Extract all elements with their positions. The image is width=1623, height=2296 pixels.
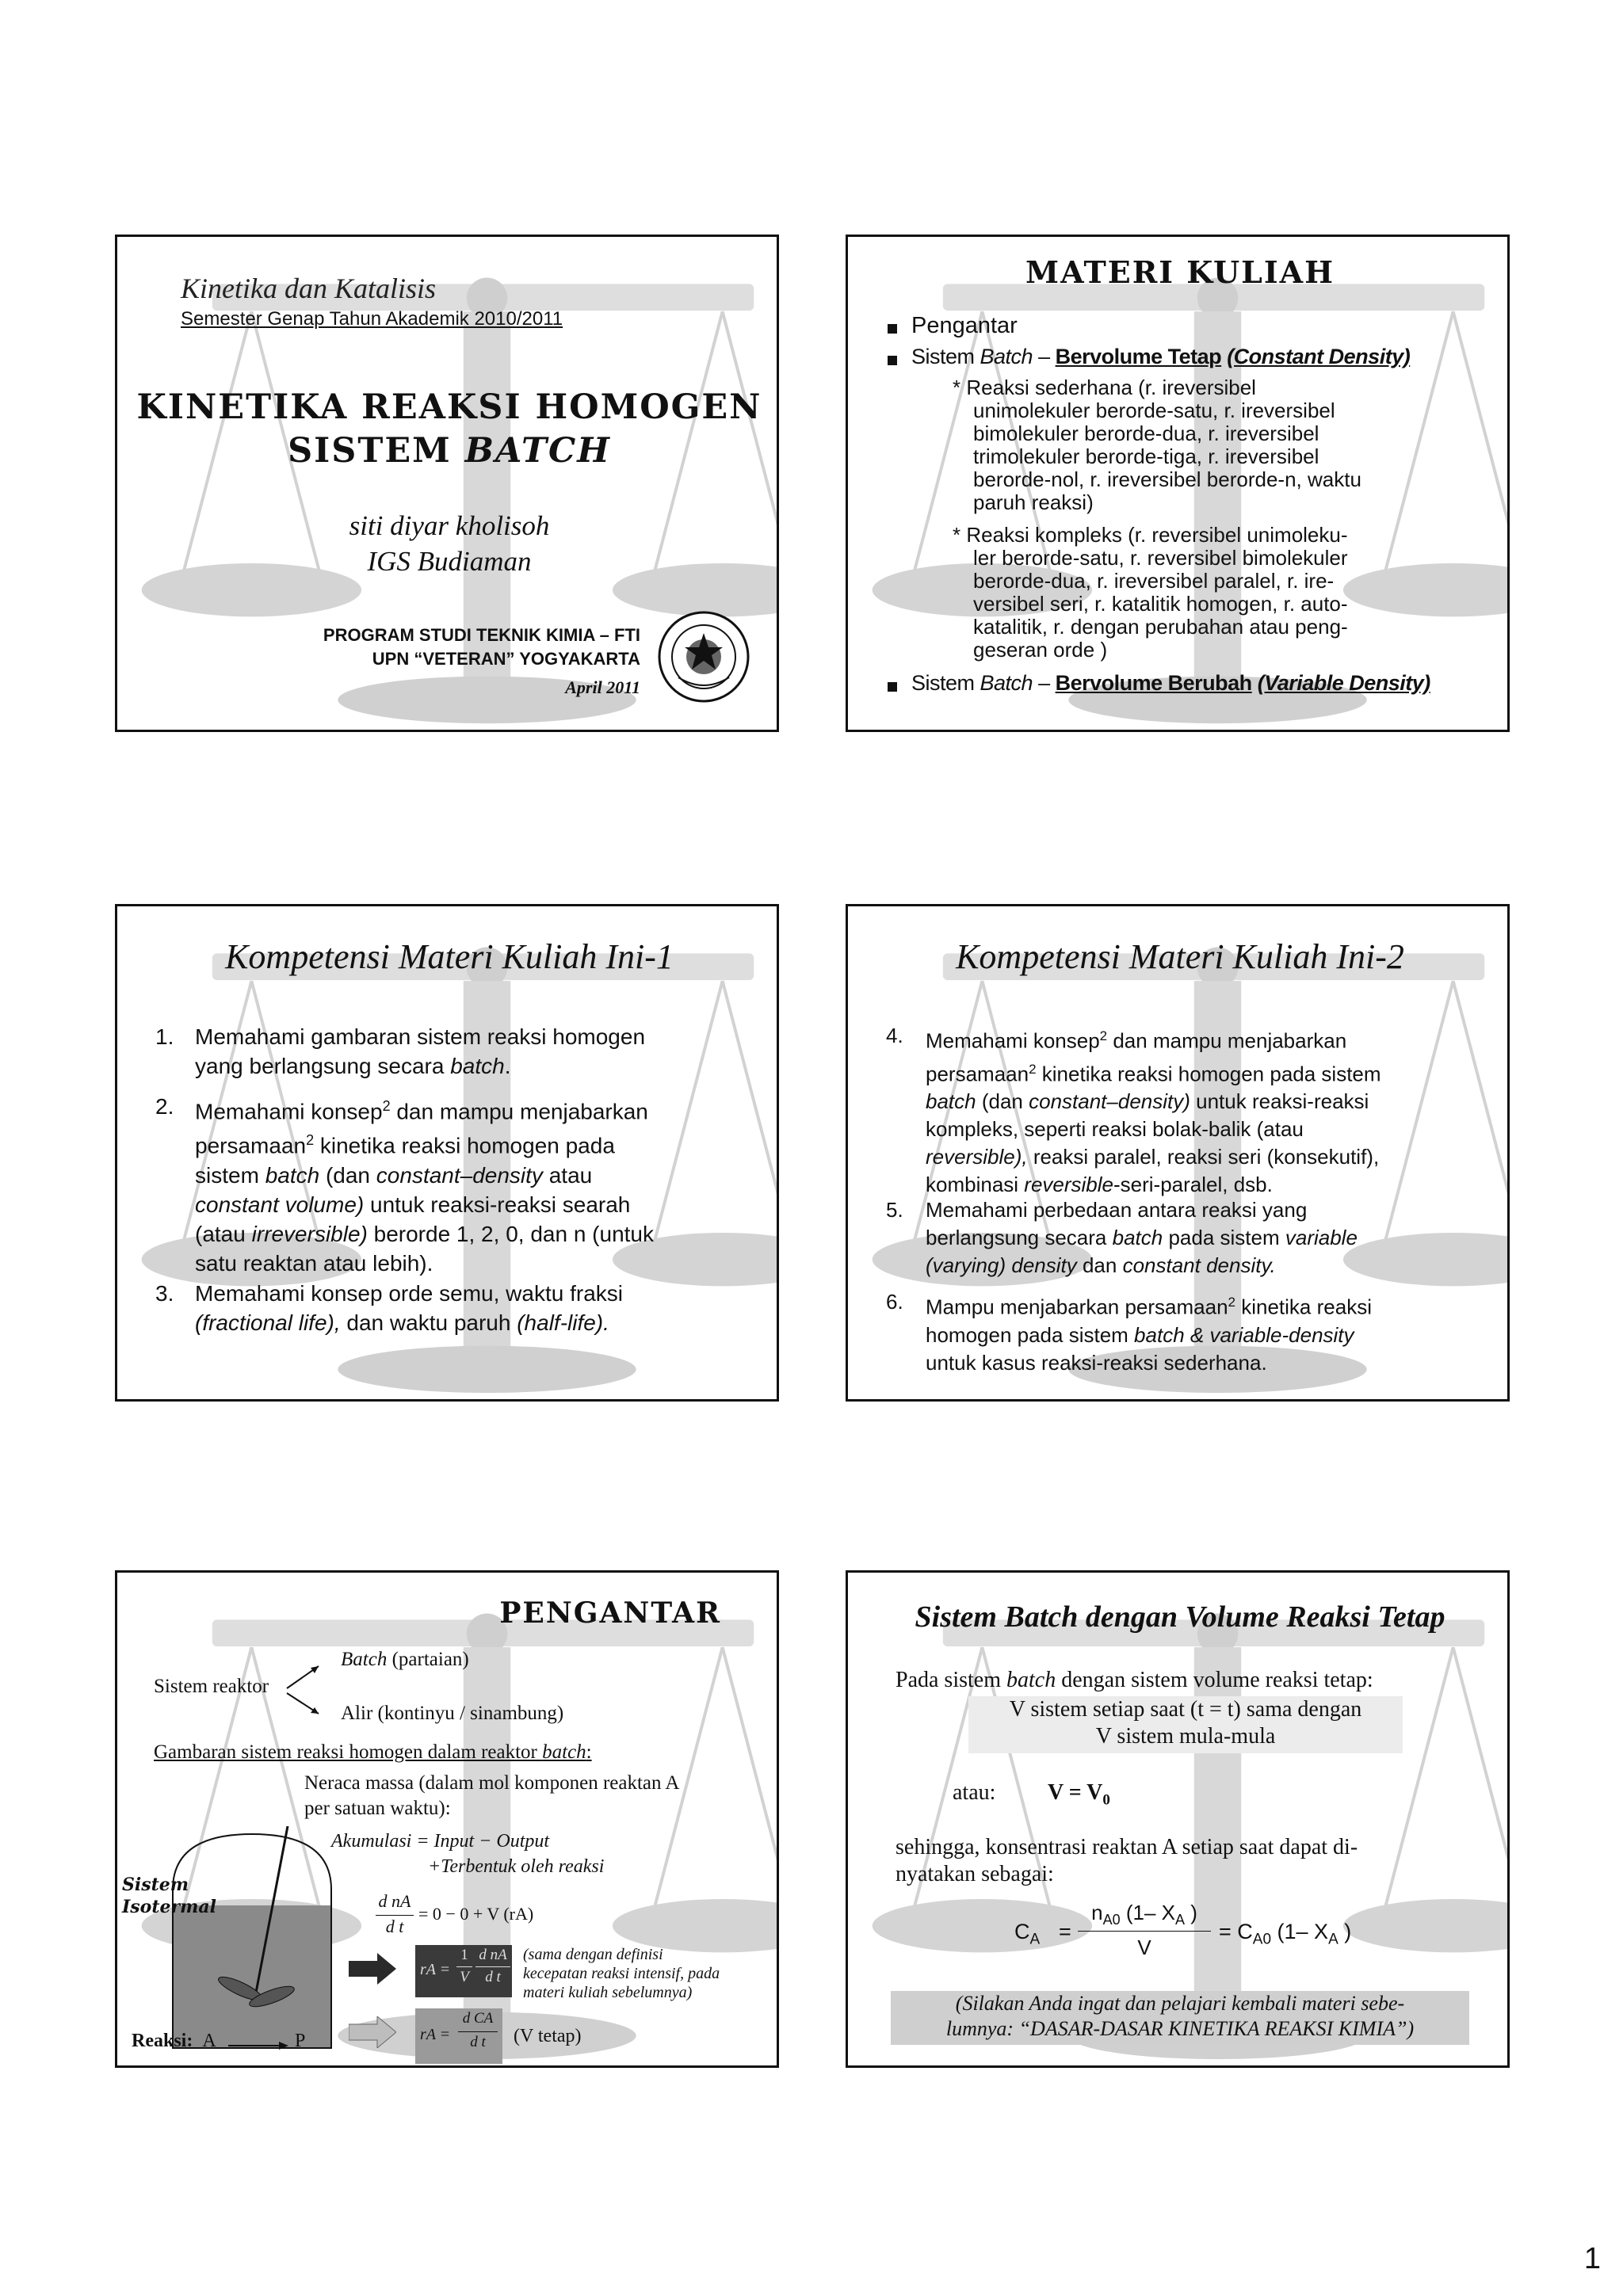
eq2-lhs: rA = — [420, 1961, 451, 1978]
program-name: PROGRAM STUDI TEKNIK KIMIA – FTI — [323, 625, 640, 645]
slide4-title: Kompetensi Materi Kuliah Ini-2 — [956, 937, 1404, 976]
item-line — [926, 1022, 1510, 1055]
v-sistem-box — [968, 1696, 1403, 1753]
item-line — [926, 1252, 1510, 1280]
t: A0 — [1102, 1912, 1121, 1928]
t: dan mampu menjabarkan — [1107, 1028, 1347, 1053]
t: batch — [1112, 1226, 1163, 1249]
t: : — [586, 1741, 592, 1763]
t: n — [1091, 1901, 1103, 1924]
t: dan — [1076, 1253, 1123, 1277]
t: irreversible) — [251, 1221, 368, 1246]
b2-batch: Batch — [980, 345, 1033, 368]
item-tail: . — [504, 1054, 511, 1078]
gambaran-heading — [154, 1741, 592, 1764]
reminder-footer — [891, 1991, 1469, 2045]
t: untuk reaksi-reaksi searah — [364, 1192, 631, 1217]
sub1-line: bimolekuler berorde-dua, r. ireversibel — [973, 421, 1319, 445]
block-arrow-light-icon — [349, 2016, 396, 2048]
t: persamaan — [926, 1062, 1029, 1086]
t: nyatakan sebagai: — [896, 1862, 1054, 1886]
item-line — [926, 1288, 1510, 1322]
t: kinetika reaksi — [1235, 1295, 1372, 1319]
slide6-title: Sistem Batch dengan Volume Reaksi Tetap — [915, 1600, 1445, 1634]
t: (Silakan Anda ingat dan pelajari kembali materi sebe- — [955, 1992, 1405, 2015]
sup: 2 — [1099, 1028, 1108, 1043]
bullet-square-icon — [888, 682, 897, 692]
item-number: 1. — [155, 1024, 174, 1049]
t: pada sistem — [1163, 1226, 1285, 1249]
sub2-line: geseran orde ) — [973, 638, 1108, 662]
t: batch — [926, 1089, 976, 1114]
t: A — [1328, 1931, 1338, 1948]
item-number: 2. — [155, 1094, 174, 1119]
t: = C — [1219, 1920, 1253, 1943]
sub1-line: unimolekuler berorde-satu, r. ireversibel — [973, 399, 1335, 422]
t: V = V — [1048, 1780, 1103, 1805]
t: A — [1029, 1931, 1041, 1948]
t: dengan sistem volume reaksi tetap: — [1056, 1668, 1373, 1692]
eq3-lhs: rA = — [420, 2026, 451, 2043]
bullet-pengantar: Pengantar — [911, 313, 1018, 338]
t: -seri-paralel, dsb. — [1113, 1173, 1273, 1197]
item-line: Memahami konsep orde semu, waktu fraksi — [195, 1281, 623, 1306]
b3-bold-italic: (Variable Density) — [1257, 671, 1430, 695]
sup: 2 — [306, 1132, 315, 1149]
b3-bold: Bervolume Berubah — [1055, 671, 1252, 695]
slide-kompetensi-1 — [115, 904, 779, 1402]
sub2-line: katalitik, r. dengan perubahan atau peng- — [973, 615, 1348, 639]
ca-symbol — [1014, 1920, 1040, 1948]
t: Sistem — [122, 1875, 189, 1895]
t: berorde 1, 2, 0, dan n (untuk — [367, 1221, 654, 1246]
t: dan mampu menjabarkan — [390, 1099, 648, 1124]
slide-kompetensi-2 — [846, 904, 1510, 1402]
t: Reaksi: — [132, 2031, 193, 2051]
t: (fractional life), — [195, 1310, 341, 1335]
bullet-square-icon — [888, 324, 897, 334]
t: Mampu menjabarkan persamaan — [926, 1295, 1228, 1319]
t: Pada sistem — [896, 1668, 1006, 1692]
alir-option: Alir (kontinyu / sinambung) — [341, 1703, 564, 1724]
eq2-n1: 1 — [460, 1947, 468, 1963]
item-line — [195, 1190, 773, 1219]
slide1-title-line1: KINETIKA REAKSI HOMOGEN — [136, 387, 762, 427]
reaksi-product: P — [295, 2031, 306, 2051]
b2-bold-italic: (Constant Density) — [1227, 345, 1411, 368]
eq1-frac-line — [376, 1915, 414, 1916]
slide3-title: Kompetensi Materi Kuliah Ini-1 — [225, 937, 674, 976]
t: kinetika reaksi homogen pada — [314, 1133, 615, 1158]
pada-sistem-text — [896, 1668, 1373, 1693]
bullet-variable-density — [911, 671, 1430, 696]
item-number: 5. — [886, 1198, 903, 1222]
ca-frac-num — [1078, 1901, 1211, 1928]
block-arrow-dark-icon — [349, 1953, 396, 1985]
item-line — [195, 1219, 773, 1249]
t: constant–density — [376, 1162, 543, 1188]
b3-prefix: Sistem — [911, 671, 980, 695]
batch-option — [341, 1649, 469, 1671]
t: batch & variable-density — [1134, 1322, 1354, 1347]
eq3-den: d t — [470, 2034, 486, 2050]
item-line: kompleks, seperti reaksi bolak-balik (atau — [926, 1117, 1304, 1142]
item-line — [926, 1055, 1510, 1089]
reaction-arrow-icon — [227, 2040, 290, 2051]
b3-dash: – — [1033, 671, 1056, 695]
t: V sistem mula-mula — [1095, 1724, 1276, 1749]
sub2-line: * Reaksi kompleks (r. reversibel unimoleku- — [953, 523, 1348, 547]
slide2-title: MATERI KULIAH — [1025, 254, 1335, 290]
sub1-line: paruh reaksi) — [973, 490, 1094, 514]
sub1-line: trimolekuler berorde-tiga, r. ireversibel — [973, 444, 1319, 468]
batch-reactor-diagram — [165, 1826, 347, 2056]
b2-dash: – — [1033, 345, 1056, 368]
t: ) — [1338, 1920, 1352, 1943]
sub2-line: berorde-dua, r. ireversibel paralel, r. ire- — [973, 569, 1335, 593]
item-line — [195, 1051, 773, 1081]
b2-prefix: Sistem — [911, 345, 980, 368]
t: sistem — [195, 1162, 265, 1188]
item-line — [195, 1126, 773, 1160]
item-number: 6. — [886, 1290, 903, 1314]
neraca-text — [304, 1771, 679, 1821]
terbentuk-eq: +Terbentuk oleh reaksi — [428, 1856, 605, 1877]
bullet-square-icon — [888, 356, 897, 365]
t: persamaan — [195, 1133, 307, 1158]
t: batch — [1006, 1668, 1056, 1692]
akumulasi-eq: Akumulasi = Input − Output — [331, 1831, 550, 1852]
slide-batch-volume-tetap — [846, 1570, 1510, 2068]
author-2: IGS Budiaman — [367, 546, 532, 577]
eq2-d2: d t — [485, 1969, 501, 1985]
item-line: untuk kasus reaksi-reaksi sederhana. — [926, 1350, 1267, 1375]
atau-label: atau: — [953, 1780, 996, 1805]
t: (1– X — [1120, 1901, 1175, 1924]
date-label: April 2011 — [565, 677, 640, 697]
t: (partaian) — [387, 1649, 469, 1670]
eq2-n2: d nA — [479, 1947, 507, 1963]
sistem-isotermal-label — [122, 1874, 216, 1918]
t: 0 — [1102, 1791, 1110, 1809]
eq2-line1 — [456, 1966, 472, 1967]
university-logo-icon — [656, 609, 751, 704]
item-line: Memahami perbedaan antara reaksi yang — [926, 1198, 1308, 1222]
t: A — [202, 2031, 216, 2051]
sub1-line: * Reaksi sederhana (r. ireversibel — [953, 376, 1256, 399]
t: atau — [542, 1162, 593, 1188]
slide1-title-line2 — [117, 431, 779, 471]
t: Batch — [341, 1649, 388, 1670]
t: (dan — [976, 1089, 1029, 1114]
t: lumnya: “DASAR-DASAR KINETIKA REAKSI KIMIA”) — [945, 2017, 1415, 2040]
t: batch — [265, 1162, 320, 1188]
definisi-note — [523, 1945, 720, 2002]
sub-reaksi-sederhana — [953, 376, 1361, 514]
item-line — [926, 1322, 1510, 1349]
b2-bold: Bervolume Tetap — [1055, 345, 1222, 368]
item-number: 4. — [886, 1024, 903, 1047]
t: constant density. — [1122, 1253, 1276, 1277]
t: variable — [1285, 1226, 1358, 1249]
sub1-line: berorde-nol, r. ireversibel berorde-n, waktu — [973, 467, 1361, 491]
t: V sistem setiap saat (t = t) sama dengan — [1009, 1697, 1362, 1722]
t: (sama dengan definisi — [523, 1946, 663, 1963]
item-line — [195, 1308, 773, 1337]
item-line — [926, 1224, 1510, 1252]
t: kombinasi — [926, 1173, 1025, 1197]
eq1-rhs: = 0 − 0 + V (rA) — [418, 1904, 534, 1924]
t: kecepatan reaksi intensif, pada — [523, 1965, 720, 1982]
t: (dan — [319, 1162, 376, 1188]
t: reversible — [1024, 1173, 1113, 1197]
t: Gambaran sistem reaksi homogen dalam reaktor — [154, 1741, 543, 1763]
t: Memahami konsep — [195, 1099, 383, 1124]
slide5-title: PENGANTAR — [499, 1596, 721, 1630]
eq1-numerator: d nA — [378, 1891, 411, 1911]
t: reaksi paralel, reaksi seri (konsekutif), — [1027, 1145, 1380, 1169]
t: sehingga, konsentrasi reaktan A setiap saat dapat di- — [896, 1835, 1358, 1859]
course-name: Kinetika dan Katalisis — [181, 273, 437, 304]
item-line — [926, 1088, 1510, 1116]
t: Neraca massa (dalam mol komponen reaktan A — [304, 1772, 680, 1794]
slide-materi-kuliah — [846, 235, 1510, 732]
sub2-line: versibel seri, r. katalitik homogen, r. auto- — [973, 592, 1348, 616]
item-line — [195, 1161, 773, 1190]
t: constant volume) — [195, 1192, 365, 1217]
t: (varying) density — [926, 1253, 1077, 1277]
t: (half-life). — [517, 1310, 609, 1335]
t: Isotermal — [122, 1897, 216, 1917]
t: Memahami konsep — [926, 1028, 1100, 1053]
sup: 2 — [1029, 1061, 1037, 1077]
sup: 2 — [382, 1098, 391, 1114]
item-line: Memahami gambaran sistem reaksi homogen — [195, 1024, 646, 1049]
t: (1– X — [1271, 1920, 1329, 1943]
eq1-denominator: d t — [385, 1917, 404, 1936]
branch-arrows-icon — [284, 1658, 323, 1722]
sub2-line: ler berorde-satu, r. reversibel bimolekuler — [973, 546, 1348, 570]
item-number: 3. — [155, 1281, 174, 1306]
t: berlangsung secara — [926, 1226, 1113, 1249]
t: A0 — [1252, 1931, 1272, 1948]
ca-frac-line — [1078, 1931, 1211, 1932]
t: C — [1014, 1920, 1030, 1943]
slide-pengantar — [115, 1570, 779, 2068]
semester-line: Semester Genap Tahun Akademik 2010/2011 — [181, 308, 563, 330]
item-italic: batch — [450, 1054, 505, 1078]
eq3-num: d CA — [462, 2010, 494, 2027]
b3-batch: Batch — [980, 671, 1033, 695]
slide-title — [115, 235, 779, 732]
t: materi kuliah sebelumnya) — [523, 1984, 693, 2001]
t: kinetika reaksi homogen pada sistem — [1036, 1062, 1381, 1086]
t: A — [1174, 1912, 1185, 1928]
university-name: UPN “VETERAN” YOGYAKARTA — [372, 649, 640, 669]
ca-equals: = — [1059, 1920, 1071, 1943]
ca-frac-den: V — [1137, 1936, 1151, 1959]
bullet-constant-density — [911, 345, 1410, 369]
ca-rhs — [1219, 1920, 1351, 1948]
title-sistem: SISTEM — [288, 431, 452, 471]
t: untuk reaksi-reaksi — [1190, 1089, 1369, 1114]
reaksi-row — [132, 2031, 216, 2052]
t: constant–density) — [1029, 1089, 1190, 1114]
title-batch: BATCH — [464, 431, 611, 471]
t: ) — [1185, 1901, 1197, 1924]
item-line — [926, 1171, 1510, 1199]
item-line — [195, 1092, 773, 1126]
t: dan waktu paruh — [340, 1310, 517, 1335]
t: homogen pada sistem — [926, 1322, 1135, 1347]
page-number: 1 — [1583, 2242, 1601, 2275]
eq2-line2 — [475, 1966, 510, 1967]
author-1: siti diyar kholisoh — [349, 510, 550, 541]
t: reversible), — [926, 1145, 1028, 1169]
t: per satuan waktu): — [304, 1798, 451, 1819]
v-equals-v0 — [1048, 1780, 1110, 1810]
eq3-line — [458, 2031, 498, 2032]
sup: 2 — [1228, 1295, 1236, 1310]
t: batch — [542, 1741, 586, 1763]
sistem-reaktor-label: Sistem reaktor — [154, 1676, 269, 1697]
sehingga-text — [896, 1834, 1358, 1888]
v-tetap-label: (V tetap) — [514, 2026, 582, 2046]
sub-reaksi-kompleks — [953, 524, 1348, 662]
item-line — [926, 1143, 1510, 1171]
eq2-d1: V — [460, 1969, 469, 1985]
item-text: yang berlangsung secara — [195, 1054, 451, 1078]
item-line: satu reaktan atau lebih). — [195, 1250, 433, 1276]
t: (atau — [195, 1221, 252, 1246]
